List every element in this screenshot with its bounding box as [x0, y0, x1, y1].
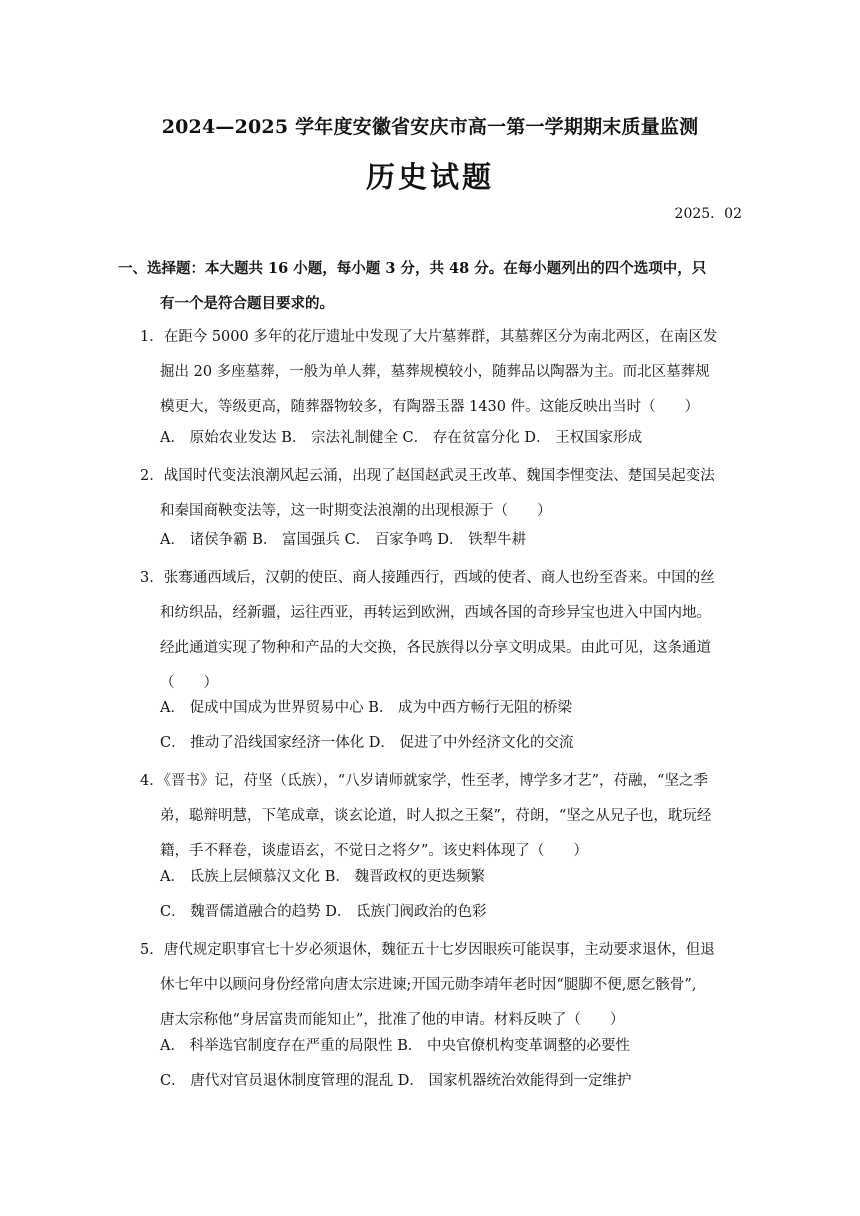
- question-4-line-2: 弟，聪辩明慧，下笔成章，谈玄论道，时人拟之王粲”，苻朗，“坚之从兄子也，耽玩经: [160, 808, 712, 824]
- question-5-line-3: 唐太宗称他“身居富贵而能知止”，批准了他的申请。材料反映了（ ）: [160, 1012, 625, 1028]
- question-2-line-1: 2．战国时代变法浪潮风起云涌，出现了赵国赵武灵王改革、魏国李悝变法、楚国吴起变法: [140, 468, 715, 484]
- question-4-options-row-2: C． 魏晋儒道融合的趋势 D． 氐族门阀政治的色彩: [160, 904, 487, 920]
- question-3: [140, 561, 740, 701]
- question-5: [140, 933, 740, 1038]
- question-3-line-3: 经此通道实现了物种和产品的大交换，各民族得以分享文明成果。由此可见，这条通道: [160, 640, 711, 656]
- section-heading-line2: 有一个是符合题目要求的。: [160, 295, 334, 312]
- question-3-line-2: 和纺织品，经新疆，运往西亚，再转运到欧洲，西域各国的奇珍异宝也进入中国内地。: [160, 605, 711, 621]
- exam-title: 2024—2025 学年度安徽省安庆市高一第一学期期末质量监测: [161, 116, 699, 138]
- question-4: [140, 764, 740, 869]
- exam-date: 2025．02: [674, 206, 742, 222]
- question-5-options-row-1: A． 科举选官制度存在严重的局限性 B． 中央官僚机构变革调整的必要性: [160, 1038, 630, 1054]
- question-2: [140, 459, 740, 529]
- question-1-line-3: 模更大，等级更高，随葬器物较多，有陶器玉器 1430 件。这能反映出当时（ ）: [160, 399, 700, 415]
- question-4-line-1: 4．《晋书》记，苻坚（氐族），“八岁请师就家学，性至孝，博学多才艺”，苻融，“坚之季: [140, 773, 708, 789]
- section-heading: [118, 251, 740, 321]
- section-heading-line1: 一、选择题：本大题共 16 小题，每小题 3 分，共 48 分。在每小题列出的四个选项中，只: [118, 260, 707, 277]
- question-1-options: A． 原始农业发达 B． 宗法礼制健全 C． 存在贫富分化 D． 王权国家形成: [160, 430, 643, 446]
- question-1: [140, 320, 740, 425]
- question-5-line-2: 休七年中以顾问身份经常向唐太宗进谏;开国元勋李靖年老时因“腿脚不便,愿乞骸骨”,: [160, 977, 697, 993]
- question-3-line-4: （ ）: [160, 675, 218, 691]
- question-3-line-1: 3．张骞通西域后，汉朝的使臣、商人接踵西行，西域的使者、商人也纷至沓来。中国的丝: [140, 570, 715, 586]
- question-4-options-row-1: A． 氐族上层倾慕汉文化 B． 魏晋政权的更迭频繁: [160, 869, 485, 885]
- question-1-line-2: 掘出 20 多座墓葬，一般为单人葬，墓葬规模较小，随葬品以陶器为主。而北区墓葬规: [160, 364, 710, 380]
- question-2-line-2: 和秦国商鞅变法等，这一时期变法浪潮的出现根源于（ ）: [160, 503, 552, 519]
- question-3-options-row-2: C． 推动了沿线国家经济一体化 D． 促进了中外经济文化的交流: [160, 735, 574, 751]
- question-1-line-1: 1．在距今 5000 多年的花厅遗址中发现了大片墓葬群，其墓葬区分为南北两区，在南区发: [140, 329, 718, 345]
- question-4-line-3: 籍，手不释卷，谈虚语玄，不觉日之将夕”。该史料体现了（ ）: [160, 843, 588, 859]
- question-2-options: A． 诸侯争霸 B． 富国强兵 C． 百家争鸣 D． 铁犁牛耕: [160, 532, 527, 548]
- question-5-options-row-2: C． 唐代对官员退休制度管理的混乱 D． 国家机器统治效能得到一定维护: [160, 1073, 632, 1089]
- question-3-options-row-1: A． 促成中国成为世界贸易中心 B． 成为中西方畅行无阻的桥梁: [160, 700, 572, 716]
- question-5-line-1: 5．唐代规定职事官七十岁必须退休，魏征五十七岁因眼疾可能误事，主动要求退休，但退: [140, 942, 715, 958]
- exam-subject: 历史试题: [365, 160, 494, 194]
